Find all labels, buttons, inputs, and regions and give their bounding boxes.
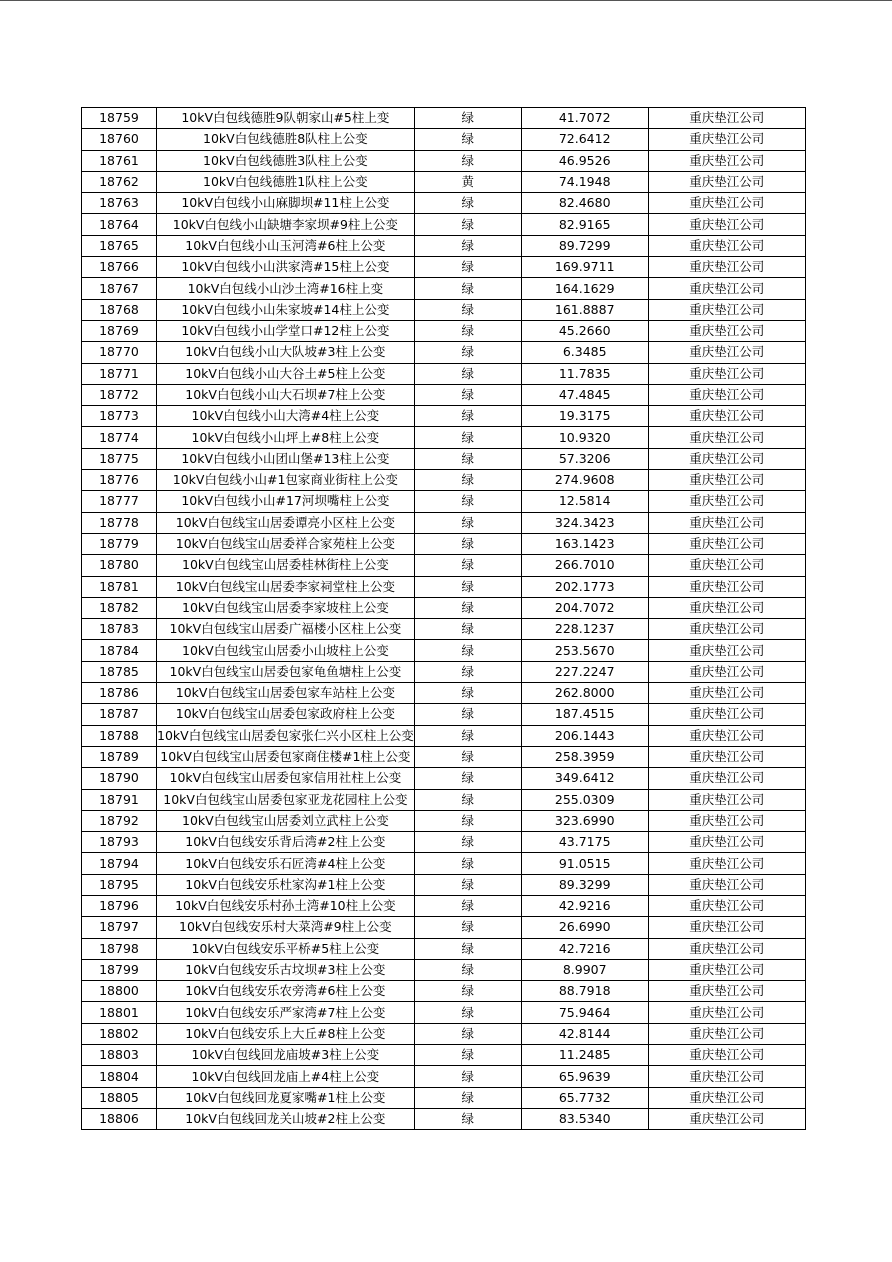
status-color-cell: 绿 xyxy=(414,448,521,469)
row-id-cell: 18798 xyxy=(82,938,157,959)
transformer-name-cell: 10kV白包线小山大谷土#5柱上公变 xyxy=(157,363,415,384)
transformer-name-cell: 10kV白包线宝山居委广福楼小区柱上公变 xyxy=(157,619,415,640)
row-id-cell: 18805 xyxy=(82,1087,157,1108)
value-cell: 266.7010 xyxy=(521,555,648,576)
company-cell: 重庆垫江公司 xyxy=(648,320,805,341)
row-id-cell: 18759 xyxy=(82,108,157,129)
transformer-name-cell: 10kV白包线小山洪家湾#15柱上公变 xyxy=(157,257,415,278)
transformer-name-cell: 10kV白包线小山大队坡#3柱上公变 xyxy=(157,342,415,363)
transformer-name-cell: 10kV白包线小山#17河坝嘴柱上公变 xyxy=(157,491,415,512)
transformer-name-cell: 10kV白包线小山缺塘李家坝#9柱上公变 xyxy=(157,214,415,235)
value-cell: 91.0515 xyxy=(521,853,648,874)
status-color-cell: 绿 xyxy=(414,874,521,895)
row-id-cell: 18762 xyxy=(82,171,157,192)
status-color-cell: 绿 xyxy=(414,1023,521,1044)
row-id-cell: 18764 xyxy=(82,214,157,235)
transformer-name-cell: 10kV白包线安乐上大丘#8柱上公变 xyxy=(157,1023,415,1044)
status-color-cell: 绿 xyxy=(414,959,521,980)
transformer-name-cell: 10kV白包线小山玉河湾#6柱上公变 xyxy=(157,235,415,256)
transformer-name-cell: 10kV白包线宝山居委包家张仁兴小区柱上公变 xyxy=(157,725,415,746)
value-cell: 349.6412 xyxy=(521,768,648,789)
table-row xyxy=(82,725,806,746)
value-cell: 324.3423 xyxy=(521,512,648,533)
company-cell: 重庆垫江公司 xyxy=(648,832,805,853)
table-row xyxy=(82,320,806,341)
status-color-cell: 绿 xyxy=(414,342,521,363)
status-color-cell: 绿 xyxy=(414,235,521,256)
row-id-cell: 18777 xyxy=(82,491,157,512)
table-row xyxy=(82,257,806,278)
value-cell: 19.3175 xyxy=(521,406,648,427)
table-row xyxy=(82,640,806,661)
table-row xyxy=(82,810,806,831)
row-id-cell: 18788 xyxy=(82,725,157,746)
company-cell: 重庆垫江公司 xyxy=(648,150,805,171)
transformer-name-cell: 10kV白包线小山大湾#4柱上公变 xyxy=(157,406,415,427)
table-row xyxy=(82,853,806,874)
transformer-name-cell: 10kV白包线宝山居委包家车站柱上公变 xyxy=(157,683,415,704)
value-cell: 26.6990 xyxy=(521,917,648,938)
row-id-cell: 18781 xyxy=(82,576,157,597)
status-color-cell: 绿 xyxy=(414,491,521,512)
table-row xyxy=(82,1066,806,1087)
transformer-name-cell: 10kV白包线安乐古坟坝#3柱上公变 xyxy=(157,959,415,980)
value-cell: 65.7732 xyxy=(521,1087,648,1108)
table-row xyxy=(82,384,806,405)
transformer-name-cell: 10kV白包线安乐村孙土湾#10柱上公变 xyxy=(157,895,415,916)
table-row xyxy=(82,789,806,810)
table-row xyxy=(82,1087,806,1108)
company-cell: 重庆垫江公司 xyxy=(648,491,805,512)
transformer-name-cell: 10kV白包线回龙夏家嘴#1柱上公变 xyxy=(157,1087,415,1108)
table-row xyxy=(82,1002,806,1023)
status-color-cell: 绿 xyxy=(414,768,521,789)
transformer-name-cell: 10kV白包线宝山居委祥合家苑柱上公变 xyxy=(157,533,415,554)
table-row xyxy=(82,406,806,427)
transformer-name-cell: 10kV白包线宝山居委刘立武柱上公变 xyxy=(157,810,415,831)
table-row xyxy=(82,597,806,618)
row-id-cell: 18789 xyxy=(82,746,157,767)
value-cell: 169.9711 xyxy=(521,257,648,278)
value-cell: 11.7835 xyxy=(521,363,648,384)
transformer-name-cell: 10kV白包线回龙庙上#4柱上公变 xyxy=(157,1066,415,1087)
transformer-name-cell: 10kV白包线小山坪上#8柱上公变 xyxy=(157,427,415,448)
table-row xyxy=(82,917,806,938)
row-id-cell: 18785 xyxy=(82,661,157,682)
transformer-table xyxy=(81,107,806,1130)
row-id-cell: 18806 xyxy=(82,1108,157,1129)
value-cell: 163.1423 xyxy=(521,533,648,554)
value-cell: 41.7072 xyxy=(521,108,648,129)
company-cell: 重庆垫江公司 xyxy=(648,597,805,618)
row-id-cell: 18769 xyxy=(82,320,157,341)
table-row xyxy=(82,1108,806,1129)
row-id-cell: 18783 xyxy=(82,619,157,640)
row-id-cell: 18766 xyxy=(82,257,157,278)
transformer-name-cell: 10kV白包线安乐严家湾#7柱上公变 xyxy=(157,1002,415,1023)
value-cell: 323.6990 xyxy=(521,810,648,831)
company-cell: 重庆垫江公司 xyxy=(648,1066,805,1087)
company-cell: 重庆垫江公司 xyxy=(648,470,805,491)
company-cell: 重庆垫江公司 xyxy=(648,725,805,746)
status-color-cell: 绿 xyxy=(414,363,521,384)
value-cell: 274.9608 xyxy=(521,470,648,491)
company-cell: 重庆垫江公司 xyxy=(648,789,805,810)
row-id-cell: 18786 xyxy=(82,683,157,704)
row-id-cell: 18799 xyxy=(82,959,157,980)
value-cell: 255.0309 xyxy=(521,789,648,810)
transformer-name-cell: 10kV白包线宝山居委小山坡柱上公变 xyxy=(157,640,415,661)
table-row xyxy=(82,470,806,491)
value-cell: 46.9526 xyxy=(521,150,648,171)
status-color-cell: 绿 xyxy=(414,597,521,618)
row-id-cell: 18770 xyxy=(82,342,157,363)
value-cell: 10.9320 xyxy=(521,427,648,448)
row-id-cell: 18763 xyxy=(82,193,157,214)
transformer-name-cell: 10kV白包线宝山居委谭亮小区柱上公变 xyxy=(157,512,415,533)
row-id-cell: 18771 xyxy=(82,363,157,384)
value-cell: 42.7216 xyxy=(521,938,648,959)
transformer-name-cell: 10kV白包线安乐杜家沟#1柱上公变 xyxy=(157,874,415,895)
status-color-cell: 绿 xyxy=(414,470,521,491)
value-cell: 83.5340 xyxy=(521,1108,648,1129)
company-cell: 重庆垫江公司 xyxy=(648,448,805,469)
status-color-cell: 绿 xyxy=(414,555,521,576)
table-row xyxy=(82,746,806,767)
company-cell: 重庆垫江公司 xyxy=(648,576,805,597)
value-cell: 72.6412 xyxy=(521,129,648,150)
row-id-cell: 18801 xyxy=(82,1002,157,1023)
value-cell: 47.4845 xyxy=(521,384,648,405)
value-cell: 262.8000 xyxy=(521,683,648,704)
row-id-cell: 18768 xyxy=(82,299,157,320)
status-color-cell: 绿 xyxy=(414,810,521,831)
company-cell: 重庆垫江公司 xyxy=(648,384,805,405)
company-cell: 重庆垫江公司 xyxy=(648,938,805,959)
company-cell: 重庆垫江公司 xyxy=(648,1023,805,1044)
table-row xyxy=(82,661,806,682)
transformer-name-cell: 10kV白包线安乐背后湾#2柱上公变 xyxy=(157,832,415,853)
value-cell: 227.2247 xyxy=(521,661,648,682)
status-color-cell: 绿 xyxy=(414,938,521,959)
company-cell: 重庆垫江公司 xyxy=(648,810,805,831)
value-cell: 164.1629 xyxy=(521,278,648,299)
row-id-cell: 18767 xyxy=(82,278,157,299)
table-row xyxy=(82,129,806,150)
value-cell: 8.9907 xyxy=(521,959,648,980)
status-color-cell: 绿 xyxy=(414,1045,521,1066)
row-id-cell: 18775 xyxy=(82,448,157,469)
row-id-cell: 18779 xyxy=(82,533,157,554)
company-cell: 重庆垫江公司 xyxy=(648,874,805,895)
transformer-name-cell: 10kV白包线宝山居委包家信用社柱上公变 xyxy=(157,768,415,789)
transformer-name-cell: 10kV白包线德胜3队柱上公变 xyxy=(157,150,415,171)
status-color-cell: 绿 xyxy=(414,257,521,278)
status-color-cell: 绿 xyxy=(414,789,521,810)
value-cell: 45.2660 xyxy=(521,320,648,341)
table-row xyxy=(82,938,806,959)
row-id-cell: 18761 xyxy=(82,150,157,171)
row-id-cell: 18802 xyxy=(82,1023,157,1044)
value-cell: 6.3485 xyxy=(521,342,648,363)
table-row xyxy=(82,299,806,320)
row-id-cell: 18772 xyxy=(82,384,157,405)
row-id-cell: 18800 xyxy=(82,981,157,1002)
company-cell: 重庆垫江公司 xyxy=(648,257,805,278)
transformer-name-cell: 10kV白包线回龙关山坡#2柱上公变 xyxy=(157,1108,415,1129)
company-cell: 重庆垫江公司 xyxy=(648,981,805,1002)
company-cell: 重庆垫江公司 xyxy=(648,704,805,725)
value-cell: 89.3299 xyxy=(521,874,648,895)
status-color-cell: 绿 xyxy=(414,1108,521,1129)
status-color-cell: 绿 xyxy=(414,108,521,129)
status-color-cell: 绿 xyxy=(414,214,521,235)
table-body xyxy=(82,108,806,1130)
status-color-cell: 绿 xyxy=(414,512,521,533)
table-row xyxy=(82,959,806,980)
company-cell: 重庆垫江公司 xyxy=(648,299,805,320)
value-cell: 74.1948 xyxy=(521,171,648,192)
status-color-cell: 绿 xyxy=(414,981,521,1002)
transformer-name-cell: 10kV白包线小山朱家坡#14柱上公变 xyxy=(157,299,415,320)
status-color-cell: 绿 xyxy=(414,129,521,150)
row-id-cell: 18791 xyxy=(82,789,157,810)
row-id-cell: 18794 xyxy=(82,853,157,874)
table-row xyxy=(82,768,806,789)
transformer-name-cell: 10kV白包线德胜9队朝家山#5柱上变 xyxy=(157,108,415,129)
value-cell: 204.7072 xyxy=(521,597,648,618)
table-row xyxy=(82,1045,806,1066)
value-cell: 42.9216 xyxy=(521,895,648,916)
value-cell: 187.4515 xyxy=(521,704,648,725)
company-cell: 重庆垫江公司 xyxy=(648,512,805,533)
value-cell: 258.3959 xyxy=(521,746,648,767)
table-row xyxy=(82,981,806,1002)
status-color-cell: 绿 xyxy=(414,640,521,661)
value-cell: 161.8887 xyxy=(521,299,648,320)
company-cell: 重庆垫江公司 xyxy=(648,661,805,682)
company-cell: 重庆垫江公司 xyxy=(648,640,805,661)
transformer-name-cell: 10kV白包线回龙庙坡#3柱上公变 xyxy=(157,1045,415,1066)
company-cell: 重庆垫江公司 xyxy=(648,619,805,640)
table-row xyxy=(82,193,806,214)
transformer-name-cell: 10kV白包线小山学堂口#12柱上公变 xyxy=(157,320,415,341)
transformer-name-cell: 10kV白包线宝山居委包家政府柱上公变 xyxy=(157,704,415,725)
company-cell: 重庆垫江公司 xyxy=(648,214,805,235)
transformer-name-cell: 10kV白包线小山#1包家商业街柱上公变 xyxy=(157,470,415,491)
table-row xyxy=(82,533,806,554)
table-row xyxy=(82,342,806,363)
row-id-cell: 18804 xyxy=(82,1066,157,1087)
row-id-cell: 18796 xyxy=(82,895,157,916)
value-cell: 75.9464 xyxy=(521,1002,648,1023)
company-cell: 重庆垫江公司 xyxy=(648,853,805,874)
company-cell: 重庆垫江公司 xyxy=(648,1108,805,1129)
row-id-cell: 18774 xyxy=(82,427,157,448)
row-id-cell: 18776 xyxy=(82,470,157,491)
status-color-cell: 绿 xyxy=(414,746,521,767)
company-cell: 重庆垫江公司 xyxy=(648,171,805,192)
table-row xyxy=(82,576,806,597)
status-color-cell: 绿 xyxy=(414,320,521,341)
status-color-cell: 绿 xyxy=(414,683,521,704)
transformer-name-cell: 10kV白包线宝山居委李家祠堂柱上公变 xyxy=(157,576,415,597)
row-id-cell: 18784 xyxy=(82,640,157,661)
table-row xyxy=(82,171,806,192)
table-row xyxy=(82,235,806,256)
value-cell: 57.3206 xyxy=(521,448,648,469)
company-cell: 重庆垫江公司 xyxy=(648,533,805,554)
status-color-cell: 绿 xyxy=(414,619,521,640)
company-cell: 重庆垫江公司 xyxy=(648,235,805,256)
table-row xyxy=(82,555,806,576)
value-cell: 88.7918 xyxy=(521,981,648,1002)
transformer-name-cell: 10kV白包线小山团山堡#13柱上公变 xyxy=(157,448,415,469)
company-cell: 重庆垫江公司 xyxy=(648,959,805,980)
status-color-cell: 绿 xyxy=(414,832,521,853)
status-color-cell: 绿 xyxy=(414,1087,521,1108)
value-cell: 65.9639 xyxy=(521,1066,648,1087)
status-color-cell: 黄 xyxy=(414,171,521,192)
company-cell: 重庆垫江公司 xyxy=(648,683,805,704)
status-color-cell: 绿 xyxy=(414,384,521,405)
transformer-name-cell: 10kV白包线宝山居委桂林街柱上公变 xyxy=(157,555,415,576)
table-row xyxy=(82,512,806,533)
row-id-cell: 18773 xyxy=(82,406,157,427)
table-row xyxy=(82,427,806,448)
table-row xyxy=(82,832,806,853)
status-color-cell: 绿 xyxy=(414,1066,521,1087)
row-id-cell: 18765 xyxy=(82,235,157,256)
status-color-cell: 绿 xyxy=(414,278,521,299)
status-color-cell: 绿 xyxy=(414,853,521,874)
row-id-cell: 18793 xyxy=(82,832,157,853)
value-cell: 12.5814 xyxy=(521,491,648,512)
company-cell: 重庆垫江公司 xyxy=(648,427,805,448)
value-cell: 82.9165 xyxy=(521,214,648,235)
status-color-cell: 绿 xyxy=(414,1002,521,1023)
company-cell: 重庆垫江公司 xyxy=(648,1002,805,1023)
row-id-cell: 18760 xyxy=(82,129,157,150)
value-cell: 253.5670 xyxy=(521,640,648,661)
status-color-cell: 绿 xyxy=(414,576,521,597)
company-cell: 重庆垫江公司 xyxy=(648,129,805,150)
row-id-cell: 18792 xyxy=(82,810,157,831)
row-id-cell: 18787 xyxy=(82,704,157,725)
row-id-cell: 18790 xyxy=(82,768,157,789)
transformer-name-cell: 10kV白包线宝山居委包家商住楼#1柱上公变 xyxy=(157,746,415,767)
status-color-cell: 绿 xyxy=(414,725,521,746)
row-id-cell: 18782 xyxy=(82,597,157,618)
table-row xyxy=(82,491,806,512)
row-id-cell: 18797 xyxy=(82,917,157,938)
value-cell: 82.4680 xyxy=(521,193,648,214)
row-id-cell: 18803 xyxy=(82,1045,157,1066)
company-cell: 重庆垫江公司 xyxy=(648,746,805,767)
table-row xyxy=(82,448,806,469)
value-cell: 206.1443 xyxy=(521,725,648,746)
table-row xyxy=(82,683,806,704)
company-cell: 重庆垫江公司 xyxy=(648,278,805,299)
transformer-name-cell: 10kV白包线安乐村大菜湾#9柱上公变 xyxy=(157,917,415,938)
status-color-cell: 绿 xyxy=(414,895,521,916)
transformer-name-cell: 10kV白包线德胜8队柱上公变 xyxy=(157,129,415,150)
row-id-cell: 18795 xyxy=(82,874,157,895)
transformer-name-cell: 10kV白包线安乐石匠湾#4柱上公变 xyxy=(157,853,415,874)
table-row xyxy=(82,704,806,725)
company-cell: 重庆垫江公司 xyxy=(648,1045,805,1066)
status-color-cell: 绿 xyxy=(414,704,521,725)
company-cell: 重庆垫江公司 xyxy=(648,108,805,129)
table-row xyxy=(82,108,806,129)
transformer-name-cell: 10kV白包线德胜1队柱上公变 xyxy=(157,171,415,192)
page-top-rule xyxy=(0,0,892,1)
row-id-cell: 18780 xyxy=(82,555,157,576)
transformer-name-cell: 10kV白包线宝山居委李家坡柱上公变 xyxy=(157,597,415,618)
transformer-name-cell: 10kV白包线小山沙土湾#16柱上变 xyxy=(157,278,415,299)
company-cell: 重庆垫江公司 xyxy=(648,342,805,363)
value-cell: 43.7175 xyxy=(521,832,648,853)
company-cell: 重庆垫江公司 xyxy=(648,895,805,916)
status-color-cell: 绿 xyxy=(414,427,521,448)
table-row xyxy=(82,874,806,895)
transformer-name-cell: 10kV白包线宝山居委包家亚龙花园柱上公变 xyxy=(157,789,415,810)
row-id-cell: 18778 xyxy=(82,512,157,533)
value-cell: 42.8144 xyxy=(521,1023,648,1044)
value-cell: 89.7299 xyxy=(521,235,648,256)
company-cell: 重庆垫江公司 xyxy=(648,1087,805,1108)
table-row xyxy=(82,895,806,916)
table-row xyxy=(82,150,806,171)
transformer-name-cell: 10kV白包线小山大石坝#7柱上公变 xyxy=(157,384,415,405)
transformer-name-cell: 10kV白包线宝山居委包家龟鱼塘柱上公变 xyxy=(157,661,415,682)
table-row xyxy=(82,1023,806,1044)
company-cell: 重庆垫江公司 xyxy=(648,768,805,789)
status-color-cell: 绿 xyxy=(414,193,521,214)
status-color-cell: 绿 xyxy=(414,533,521,554)
status-color-cell: 绿 xyxy=(414,406,521,427)
company-cell: 重庆垫江公司 xyxy=(648,917,805,938)
transformer-name-cell: 10kV白包线小山麻脚坝#11柱上公变 xyxy=(157,193,415,214)
value-cell: 202.1773 xyxy=(521,576,648,597)
table-row xyxy=(82,278,806,299)
value-cell: 11.2485 xyxy=(521,1045,648,1066)
company-cell: 重庆垫江公司 xyxy=(648,193,805,214)
table-row xyxy=(82,214,806,235)
transformer-name-cell: 10kV白包线安乐农旁湾#6柱上公变 xyxy=(157,981,415,1002)
transformer-name-cell: 10kV白包线安乐平桥#5柱上公变 xyxy=(157,938,415,959)
company-cell: 重庆垫江公司 xyxy=(648,406,805,427)
company-cell: 重庆垫江公司 xyxy=(648,363,805,384)
status-color-cell: 绿 xyxy=(414,917,521,938)
status-color-cell: 绿 xyxy=(414,150,521,171)
status-color-cell: 绿 xyxy=(414,661,521,682)
table-row xyxy=(82,363,806,384)
company-cell: 重庆垫江公司 xyxy=(648,555,805,576)
table-row xyxy=(82,619,806,640)
status-color-cell: 绿 xyxy=(414,299,521,320)
value-cell: 228.1237 xyxy=(521,619,648,640)
